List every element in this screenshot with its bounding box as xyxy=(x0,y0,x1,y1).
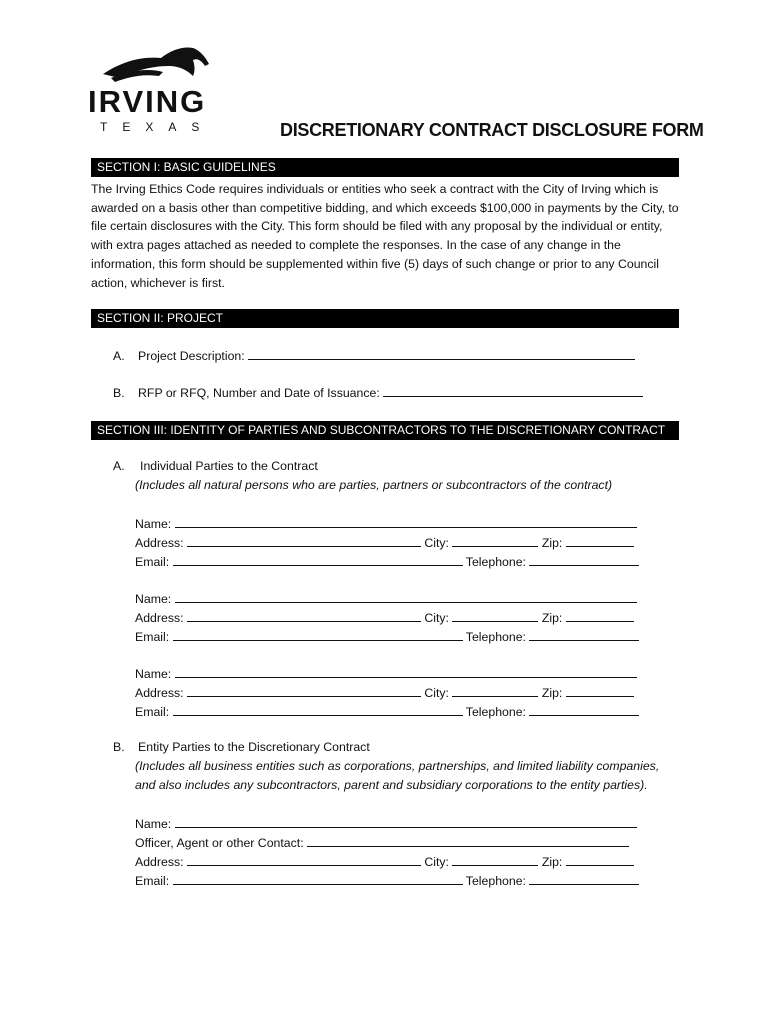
individual-2-name-row xyxy=(135,590,637,606)
item-letter: A. xyxy=(113,459,125,473)
telephone-label: Telephone: xyxy=(465,555,526,569)
zip-label: Zip: xyxy=(541,855,563,869)
zip-label: Zip: xyxy=(541,686,563,700)
telephone-field[interactable] xyxy=(529,872,639,885)
zip-field[interactable] xyxy=(566,534,634,547)
telephone-label: Telephone: xyxy=(465,630,526,644)
telephone-label: Telephone: xyxy=(465,705,526,719)
name-label: Name: xyxy=(135,592,172,606)
item-letter: A. xyxy=(113,349,125,363)
entity-parties-note-1: (Includes all business entities such as corporations, partnerships, and limited liability companies, xyxy=(135,759,660,773)
officer-field[interactable] xyxy=(307,834,629,847)
email-label: Email: xyxy=(135,630,170,644)
email-label: Email: xyxy=(135,555,170,569)
item-letter: B. xyxy=(113,386,125,400)
rfp-label: RFP or RFQ, Number and Date of Issuance: xyxy=(138,386,380,400)
address-label: Address: xyxy=(135,855,184,869)
zip-field[interactable] xyxy=(566,684,634,697)
email-field[interactable] xyxy=(173,628,463,641)
section-3-header: SECTION III: IDENTITY OF PARTIES AND SUBCONTRACTORS TO THE DISCRETIONARY CONTRACT xyxy=(91,421,679,440)
logo-wordmark: IRVING xyxy=(88,84,207,119)
address-field[interactable] xyxy=(187,534,421,547)
telephone-field[interactable] xyxy=(529,553,639,566)
entity-parties-note-2: and also includes any subcontractors, parent and subsidiary corporations to the entity parties). xyxy=(135,778,648,792)
name-field[interactable] xyxy=(175,815,637,828)
entity-name-row xyxy=(135,815,637,831)
horse-icon xyxy=(101,44,211,84)
individual-1-address-row xyxy=(135,534,634,550)
officer-label: Officer, Agent or other Contact: xyxy=(135,836,304,850)
city-field[interactable] xyxy=(452,853,538,866)
city-field[interactable] xyxy=(452,534,538,547)
address-label: Address: xyxy=(135,686,184,700)
individual-parties-note: (Includes all natural persons who are parties, partners or subcontractors of the contract) xyxy=(135,478,613,492)
zip-field[interactable] xyxy=(566,609,634,622)
project-description-row xyxy=(113,347,635,363)
rfp-field[interactable] xyxy=(383,384,643,397)
telephone-field[interactable] xyxy=(529,628,639,641)
name-label: Name: xyxy=(135,817,172,831)
entity-parties-heading xyxy=(113,740,370,754)
section-1-header: SECTION I: BASIC GUIDELINES xyxy=(91,158,679,177)
individual-3-email-row xyxy=(135,703,639,719)
project-description-field[interactable] xyxy=(248,347,635,360)
email-field[interactable] xyxy=(173,553,463,566)
section-2-header: SECTION II: PROJECT xyxy=(91,309,679,328)
address-label: Address: xyxy=(135,611,184,625)
city-label: City: xyxy=(424,686,449,700)
section-1-body: The Irving Ethics Code requires individuals or entities who seek a contract with the City of Irving which is awarded on a basis other than competitive bidding, and which exceeds $100,000 in payments by the City, to file certain disclosures with the City. This form should be filed with any proposal by the individual or entity, with extra pages attached as needed to complete the responses. In the case of any change in the information, this form should be supplemented within five (5) days of such change or prior to any Council action, whichever is first. xyxy=(91,182,679,290)
telephone-label: Telephone: xyxy=(465,874,526,888)
entity-officer-row xyxy=(135,834,629,850)
city-label: City: xyxy=(424,611,449,625)
entity-address-row xyxy=(135,853,634,869)
individual-2-address-row xyxy=(135,609,634,625)
city-field[interactable] xyxy=(452,684,538,697)
address-field[interactable] xyxy=(187,684,421,697)
name-field[interactable] xyxy=(175,590,637,603)
item-letter: B. xyxy=(113,740,125,754)
city-label: City: xyxy=(424,855,449,869)
address-field[interactable] xyxy=(187,609,421,622)
entity-parties-title: Entity Parties to the Discretionary Contract xyxy=(138,740,370,754)
email-field[interactable] xyxy=(173,703,463,716)
project-description-label: Project Description: xyxy=(138,349,245,363)
name-field[interactable] xyxy=(175,515,637,528)
individual-1-email-row xyxy=(135,553,639,569)
address-field[interactable] xyxy=(187,853,421,866)
name-label: Name: xyxy=(135,667,172,681)
email-field[interactable] xyxy=(173,872,463,885)
individual-1-name-row xyxy=(135,515,637,531)
rfp-row xyxy=(113,384,643,400)
name-label: Name: xyxy=(135,517,172,531)
individual-parties-title: Individual Parties to the Contract xyxy=(140,459,318,473)
city-field[interactable] xyxy=(452,609,538,622)
form-title: DISCRETIONARY CONTRACT DISCLOSURE FORM xyxy=(280,120,704,140)
zip-label: Zip: xyxy=(541,611,563,625)
city-label: City: xyxy=(424,536,449,550)
individual-3-name-row xyxy=(135,665,637,681)
individual-2-email-row xyxy=(135,628,639,644)
email-label: Email: xyxy=(135,705,170,719)
zip-field[interactable] xyxy=(566,853,634,866)
zip-label: Zip: xyxy=(541,536,563,550)
individual-parties-heading xyxy=(113,459,318,473)
telephone-field[interactable] xyxy=(529,703,639,716)
address-label: Address: xyxy=(135,536,184,550)
email-label: Email: xyxy=(135,874,170,888)
individual-3-address-row xyxy=(135,684,634,700)
name-field[interactable] xyxy=(175,665,637,678)
entity-email-row xyxy=(135,872,639,888)
logo-state: TEXAS xyxy=(100,120,215,134)
irving-logo xyxy=(86,44,226,139)
